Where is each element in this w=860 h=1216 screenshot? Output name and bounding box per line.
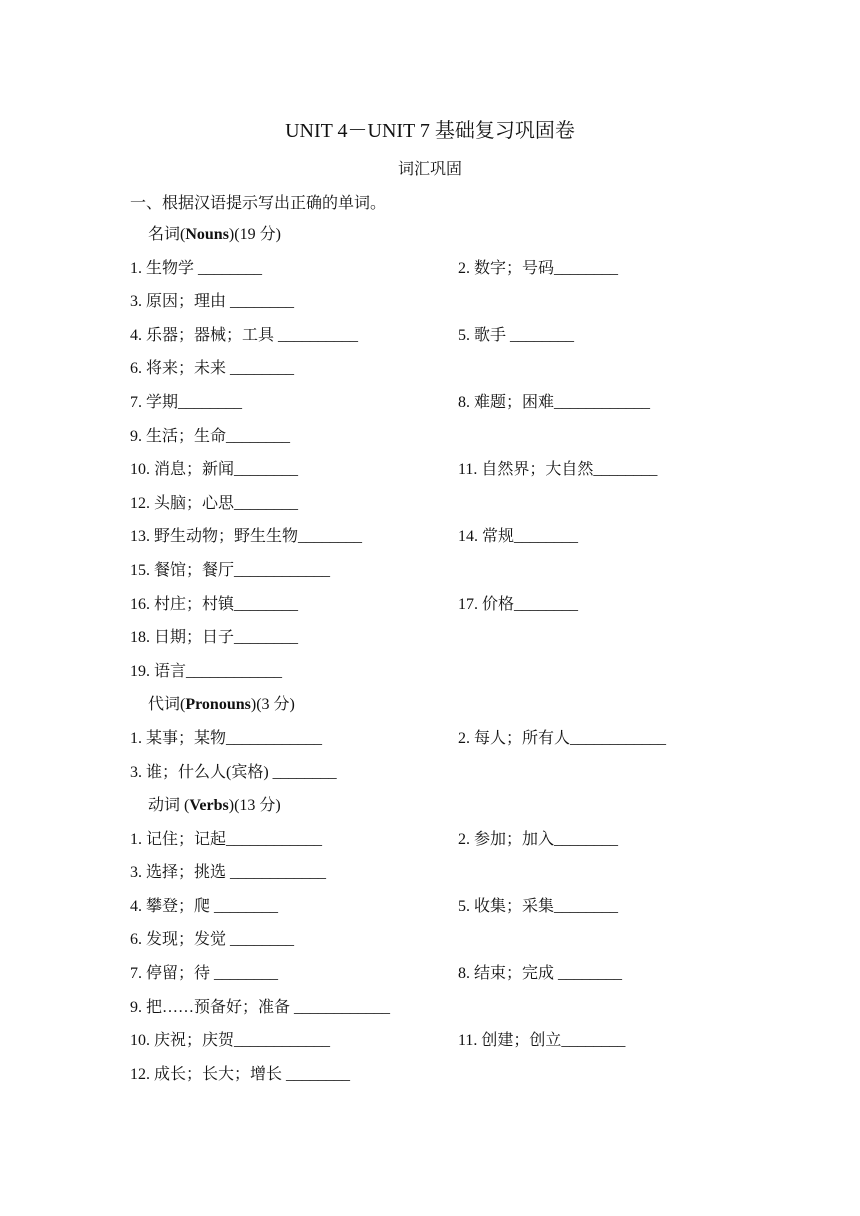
exercise-item: 12. 成长；长大；增长 ________: [130, 1065, 351, 1083]
exercise-row: [130, 554, 770, 588]
exercise-item: 12. 头脑；心思________: [130, 494, 299, 512]
category-heading: [130, 218, 770, 252]
exercise-row: [130, 420, 770, 454]
category-heading: [130, 789, 770, 823]
exercise-item: 2. 参加；加入________: [458, 830, 619, 848]
exercise-item: 13. 野生动物；野生生物________: [130, 528, 363, 546]
category-prefix: 代词(: [148, 696, 186, 714]
exercise-item: 2. 数字；号码________: [458, 259, 619, 277]
exercise-item: 3. 选择；挑选 ____________: [130, 864, 327, 882]
exercise-item: 4. 攀登；爬 ________: [130, 897, 279, 915]
exercise-row: [130, 319, 770, 353]
exercise-item: 5. 歌手 ________: [458, 326, 575, 344]
exercise-row: [130, 252, 770, 286]
exercise-item: 6. 发现；发觉 ________: [130, 931, 295, 949]
exercise-item: 17. 价格________: [458, 595, 579, 613]
category-heading: [130, 688, 770, 722]
exercise-row: [130, 285, 770, 319]
category-english-name: Pronouns: [185, 696, 251, 714]
exercise-item: 4. 乐器；器械；工具 __________: [130, 326, 359, 344]
exercise-row: [130, 991, 770, 1025]
exercise-item: 5. 收集；采集________: [458, 897, 619, 915]
exercise-row: [130, 655, 770, 689]
exercise-row: [130, 890, 770, 924]
exercise-row: [130, 823, 770, 857]
exercise-item: 1. 记住；记起____________: [130, 830, 323, 848]
exercise-item: 9. 生活；生命________: [130, 427, 291, 445]
exercise-row: [130, 722, 770, 756]
exercise-row: [130, 621, 770, 655]
exercise-item: 18. 日期；日子________: [130, 629, 299, 647]
category-points: )(3 分): [250, 696, 295, 714]
exercise-row: [130, 957, 770, 991]
exercise-list: [130, 218, 770, 1091]
exercise-row: [130, 923, 770, 957]
exercise-row: [130, 352, 770, 386]
exercise-item: 8. 难题；困难____________: [458, 393, 651, 411]
category-label: [148, 218, 281, 252]
exercise-item: 10. 消息；新闻________: [130, 461, 299, 479]
exercise-item: 14. 常规________: [458, 528, 579, 546]
exercise-item: 7. 学期________: [130, 393, 243, 411]
category-prefix: 名词(: [148, 226, 186, 243]
exercise-item: 2. 每人；所有人____________: [458, 729, 667, 747]
category-label: [148, 789, 281, 823]
exercise-row: [130, 1024, 770, 1058]
exercise-item: 16. 村庄；村镇________: [130, 595, 299, 613]
exercise-item: 8. 结束；完成 ________: [458, 965, 623, 983]
exercise-item: 1. 某事；某物____________: [130, 729, 323, 747]
worksheet-subtitle: 词汇巩固: [397, 161, 462, 178]
category-english-name: Verbs: [189, 797, 229, 815]
exercise-item: 11. 自然界；大自然________: [458, 461, 658, 479]
exercise-row: [130, 1058, 770, 1092]
exercise-item: 11. 创建；创立________: [458, 1032, 626, 1050]
category-points: )(19 分): [228, 226, 281, 243]
exercise-item: 3. 谁；什么人(宾格) ________: [130, 763, 337, 781]
exercise-item: 3. 原因；理由 ________: [130, 293, 295, 311]
exercise-item: 15. 餐馆；餐厅____________: [130, 561, 331, 579]
exercise-row: [130, 487, 770, 521]
category-label: [148, 688, 295, 722]
exercise-item: 19. 语言____________: [130, 662, 283, 680]
exercise-row: [130, 756, 770, 790]
category-points: )(13 分): [228, 797, 281, 815]
exercise-row: [130, 386, 770, 420]
exercise-item: 7. 停留；待 ________: [130, 965, 279, 983]
category-prefix: 动词 (: [148, 797, 190, 815]
exercise-row: [130, 520, 770, 554]
exercise-row: [130, 856, 770, 890]
exercise-item: 10. 庆祝；庆贺____________: [130, 1032, 331, 1050]
exercise-row: [130, 453, 770, 487]
exercise-row: [130, 588, 770, 622]
exercise-item: 9. 把……预备好；准备 ____________: [130, 998, 391, 1016]
section-heading: 一、根据汉语提示写出正确的单词。: [130, 195, 387, 212]
category-english-name: Nouns: [185, 226, 229, 243]
worksheet-title: UNIT 4－UNIT 7 基础复习巩固卷: [285, 120, 575, 142]
exercise-item: 1. 生物学 ________: [130, 259, 263, 277]
exercise-item: 6. 将来；未来 ________: [130, 360, 295, 378]
